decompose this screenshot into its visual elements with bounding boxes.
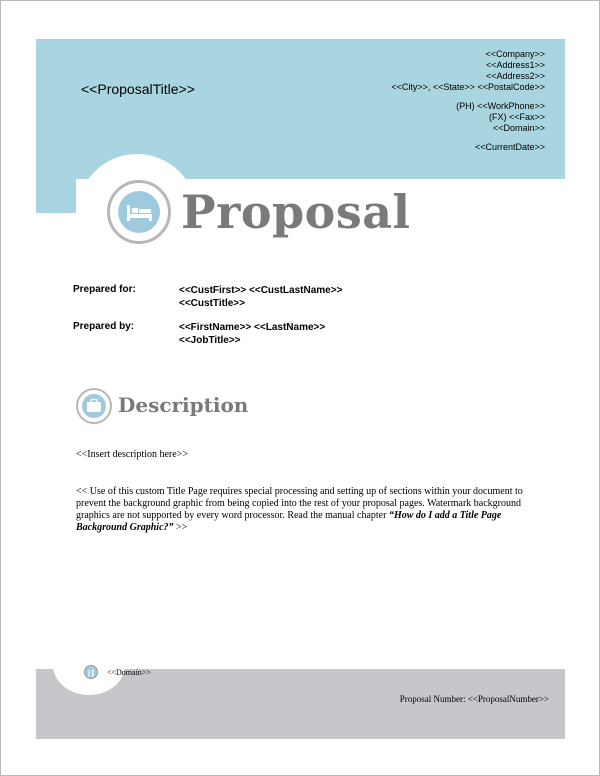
prepared-by-label: Prepared by: (73, 321, 135, 332)
company-address-block (391, 49, 545, 153)
manual-chapter-reference: “How do I add a Title Page Background Graphic?” (76, 510, 502, 533)
author-title: <<JobTitle>> (179, 335, 241, 346)
description-placeholder: <<Insert description here>> (76, 449, 188, 460)
utensils-icon (84, 665, 98, 679)
address-line-1: <<Address1>> (485, 60, 545, 70)
header-band-notch (36, 179, 76, 213)
fax-number: (FX) <<Fax>> (488, 112, 545, 122)
current-date: <<CurrentDate>> (474, 142, 545, 152)
company-name: <<Company>> (485, 49, 545, 59)
instruction-end: >> (173, 522, 188, 533)
customer-title: <<CustTitle>> (179, 298, 245, 309)
prepared-for-values (179, 284, 342, 310)
prepared-by-values (179, 321, 325, 347)
author-name: <<FirstName>> <<LastName>> (179, 322, 326, 333)
footer-domain: <<Domain>> (107, 668, 151, 677)
prepared-for-label: Prepared for: (73, 284, 136, 295)
domain: <<Domain>> (492, 123, 545, 133)
proposal-title: <<ProposalTitle>> (81, 81, 195, 97)
instruction-text: << Use of this custom Title Page requires special processing and setting up of sections within your document to prevent the background graphic from being copied into the rest of your proposal pages. Watermark background graphics are not supported by every word processor. Read the manual chapter (76, 486, 523, 521)
briefcase-icon (76, 388, 112, 424)
work-phone: (PH) <<WorkPhone>> (456, 101, 545, 111)
proposal-heading: Proposal (181, 185, 411, 239)
customer-name: <<CustFirst>> <<CustLastName>> (179, 285, 343, 296)
address-line-2: <<Address2>> (485, 71, 545, 81)
proposal-number: Proposal Number: <<ProposalNumber>> (399, 694, 549, 704)
instruction-paragraph (76, 486, 526, 534)
city-state-postal: <<City>>, <<State>> <<PostalCode>> (391, 82, 545, 92)
description-heading: Description (118, 393, 249, 417)
bed-icon (107, 180, 171, 244)
